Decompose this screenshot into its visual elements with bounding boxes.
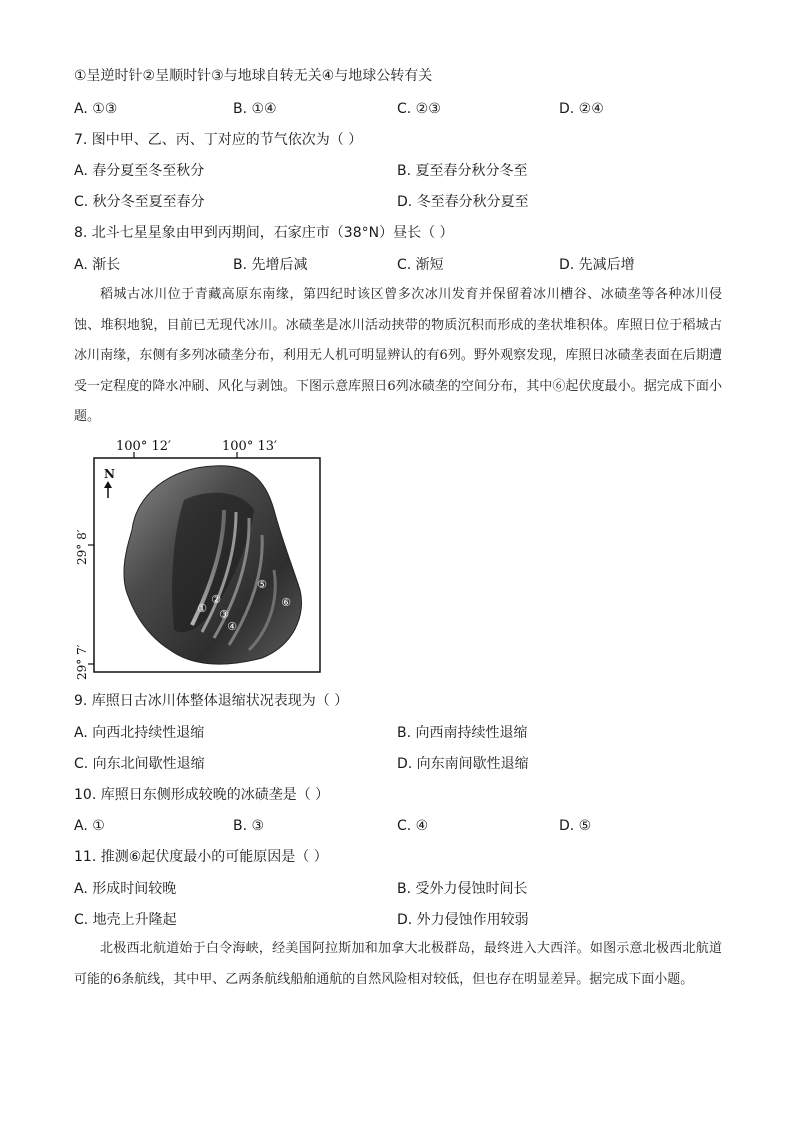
q11-option-a[interactable]: A. 形成时间较晚 — [74, 881, 177, 897]
q11-stem: 11. 推测⑥起伏度最小的可能原因是（ ） — [74, 849, 328, 865]
q11-option-b[interactable]: B. 受外力侵蚀时间长 — [397, 881, 528, 897]
moraine-label-1: ① — [197, 602, 207, 615]
q8-option-b[interactable]: B. 先增后减 — [233, 257, 308, 273]
moraine-label-4: ④ — [227, 620, 237, 633]
lat-label-1: 29° 8′ — [75, 529, 89, 565]
q8-option-a[interactable]: A. 渐长 — [74, 257, 121, 273]
glacier-map-figure — [74, 440, 324, 680]
q7-stem: 7. 图中甲、乙、丙、丁对应的节气依次为（ ） — [74, 132, 363, 148]
q9-option-b[interactable]: B. 向西南持续性退缩 — [397, 725, 528, 741]
north-label: N — [104, 467, 115, 481]
q10-option-c[interactable]: C. ④ — [397, 818, 429, 834]
passage-arctic — [74, 934, 722, 995]
q10-option-b[interactable]: B. ③ — [233, 818, 265, 834]
q6-option-b[interactable]: B. ①④ — [233, 101, 277, 117]
moraine-label-2: ② — [211, 593, 221, 606]
q11-option-d[interactable]: D. 外力侵蚀作用较弱 — [397, 912, 529, 928]
lon-label-2: 100° 13′ — [222, 440, 277, 454]
q8-option-d[interactable]: D. 先减后增 — [559, 257, 635, 273]
q10-option-a[interactable]: A. ① — [74, 818, 105, 834]
q6-option-c[interactable]: C. ②③ — [397, 101, 441, 117]
q7-option-b[interactable]: B. 夏至春分秋分冬至 — [397, 163, 528, 179]
q6-option-d[interactable]: D. ②④ — [559, 101, 604, 117]
glacier-map — [74, 440, 324, 680]
q9-option-a[interactable]: A. 向西北持续性退缩 — [74, 725, 205, 741]
q6-option-a[interactable]: A. ①③ — [74, 101, 118, 117]
q7-option-a[interactable]: A. 春分夏至冬至秋分 — [74, 163, 205, 179]
passage-glacier-text: 稻城古冰川位于青藏高原东南缘，第四纪时该区曾多次冰川发育并保留着冰川槽谷、冰碛垄等各种冰川侵蚀、堆积地貌，目前已无现代冰川。冰碛垄是冰川活动挟带的物质沉积而形成的垄状堆积体。库照日位于稻城古冰川南缘，东侧有多列冰碛垄分布，利用无人机可明显辨认的有6列。野外观察发现，库照日冰碛垄表面在后期遭受一定程度的降水冲刷、风化与剥蚀。下图示意库照日6列冰碛垄的空间分布，其中⑥起伏度最小。据完成下面小题。 — [74, 287, 722, 424]
q9-stem: 9. 库照日古冰川体整体退缩状况表现为（ ） — [74, 693, 349, 709]
moraine-label-3: ③ — [219, 608, 229, 621]
moraine-label-6: ⑥ — [281, 596, 291, 609]
moraine-label-5: ⑤ — [257, 578, 267, 591]
lon-label-1: 100° 12′ — [116, 440, 171, 454]
q10-stem: 10. 库照日东侧形成较晚的冰碛垄是（ ） — [74, 787, 330, 803]
q7-option-c[interactable]: C. 秋分冬至夏至春分 — [74, 194, 205, 210]
q7-option-d[interactable]: D. 冬至春分秋分夏至 — [397, 194, 529, 210]
q10-option-d[interactable]: D. ⑤ — [559, 818, 592, 834]
q8-stem: 8. 北斗七星星象由甲到丙期间，石家庄市（38°N）昼长（ ） — [74, 225, 454, 241]
lat-label-2: 29° 7′ — [75, 644, 89, 680]
q9-option-c[interactable]: C. 向东北间歇性退缩 — [74, 756, 205, 772]
q11-option-c[interactable]: C. 地壳上升隆起 — [74, 912, 177, 928]
passage-arctic-text: 北极西北航道始于白令海峡，经美国阿拉斯加和加拿大北极群岛，最终进入大西洋。如图示意北极西北航道可能的6条航线，其中甲、乙两条航线船舶通航的自然风险相对较低，但也存在明显差异。据完成下面小题。 — [74, 941, 722, 987]
q8-option-c[interactable]: C. 渐短 — [397, 257, 444, 273]
passage-glacier — [74, 280, 722, 433]
q9-option-d[interactable]: D. 向东南间歇性退缩 — [397, 756, 529, 772]
top-line: ①呈逆时针②呈顺时针③与地球自转无关④与地球公转有关 — [74, 68, 433, 84]
